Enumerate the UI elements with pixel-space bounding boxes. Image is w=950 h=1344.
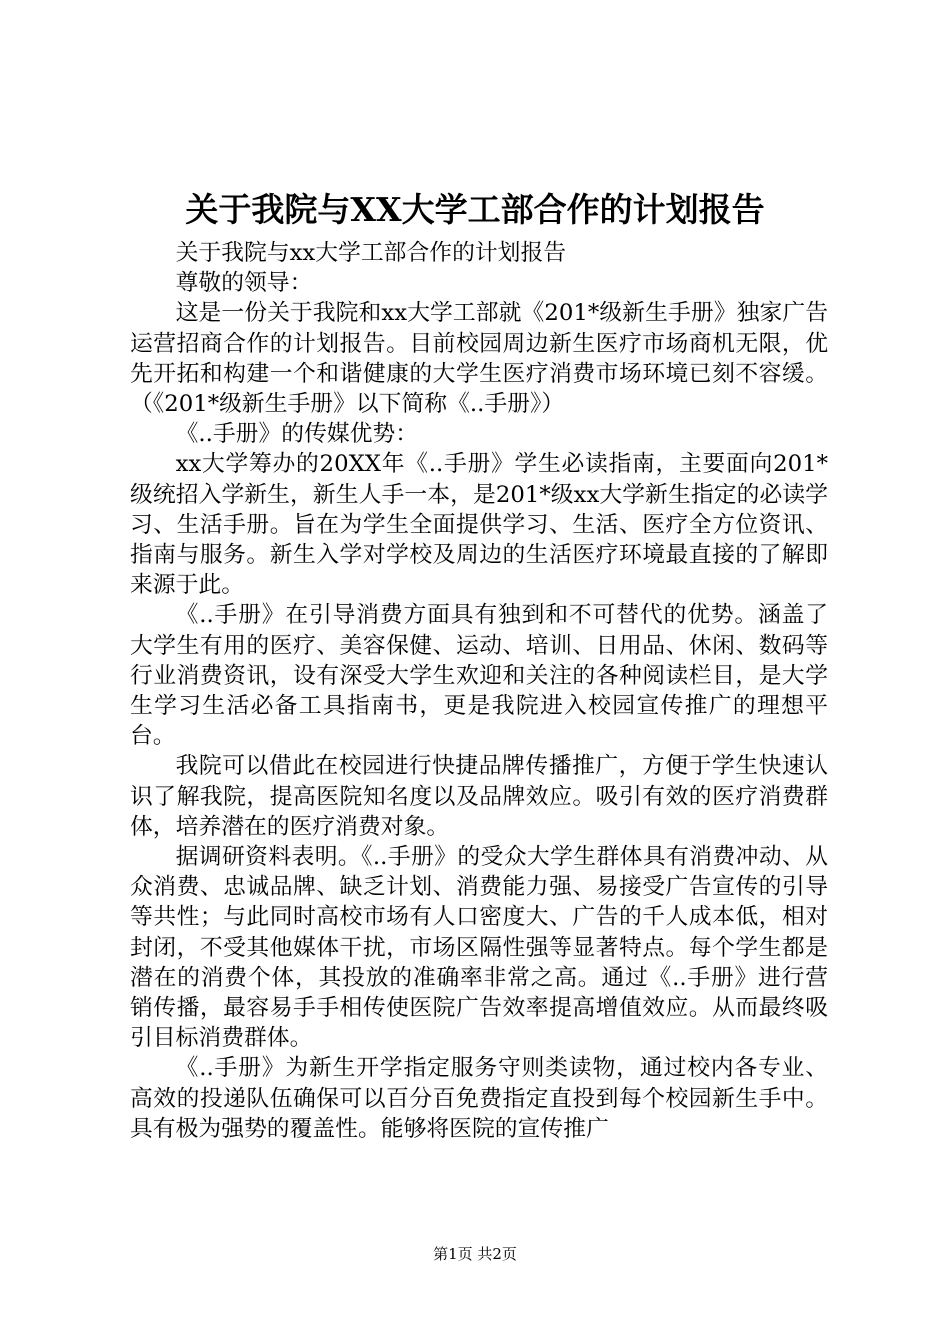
paragraph: 据调研资料表明。《..手册》的受众大学生群体具有消费冲动、从众消费、忠诚品牌、缺乏计划、消费能力强、易接受广告宣传的引导等共性；与此同时高校市场有人口密度大、广告的千人成本低，相对封闭，不受其他媒体干扰，市场区隔性强等显著特点。每个学生都是潜在的消费个体，其投放的准确率非常之高。通过《..手册》进行营销传播，最容易手手相传使医院广告效率提高增值效应。从而最终吸引目标消费群体。 [130,844,828,1052]
document-body [130,238,828,1144]
paragraph: 《..手册》为新生开学指定服务守则类读物，通过校内各专业、高效的投递队伍确保可以百分百免费指定直投到每个校园新生手中。具有极为强势的覆盖性。能够将医院的宣传推广 [130,1055,828,1142]
page-footer: 第1页 共2页 [433,1245,517,1263]
paragraph: 《..手册》在引导消费方面具有独到和不可替代的优势。涵盖了大学生有用的医疗、美容保健、运动、培训、日用品、休闲、数码等行业消费资讯，设有深受大学生欢迎和关注的各种阅读栏目，是大学生学习生活必备工具指南书，更是我院进入校园宣传推广的理想平台。 [130,602,828,750]
paragraph-salutation: 尊敬的领导： [175,270,313,297]
paragraph-heading: 《..手册》的传媒优势： [175,421,419,448]
paragraph: xx大学筹办的20XX年《..手册》学生必读指南，主要面向201*级统招入学新生，新生人手一本，是201*级xx大学新生指定的必读学习、生活手册。旨在为学生全面提供学习、生活、医疗全方位资讯、指南与服务。新生入学对学校及周边的生活医疗环境最直接的了解即来源于此。 [130,451,828,599]
paragraph: 这是一份关于我院和xx大学工部就《201*级新生手册》独家广告运营招商合作的计划报告。目前校园周边新生医疗市场商机无限，优先开拓和构建一个和谐健康的大学生医疗消费市场环境已刻不容缓。（《201*级新生手册》以下简称《..手册》） [130,300,828,418]
paragraph-subtitle: 关于我院与xx大学工部合作的计划报告 [175,240,567,266]
document-title: 关于我院与XX大学工部合作的计划报告 [185,190,765,229]
paragraph: 我院可以借此在校园进行快捷品牌传播推广，方便于学生快速认识了解我院，提高医院知名度以及品牌效应。吸引有效的医疗消费群体，培养潜在的医疗消费对象。 [130,753,828,840]
